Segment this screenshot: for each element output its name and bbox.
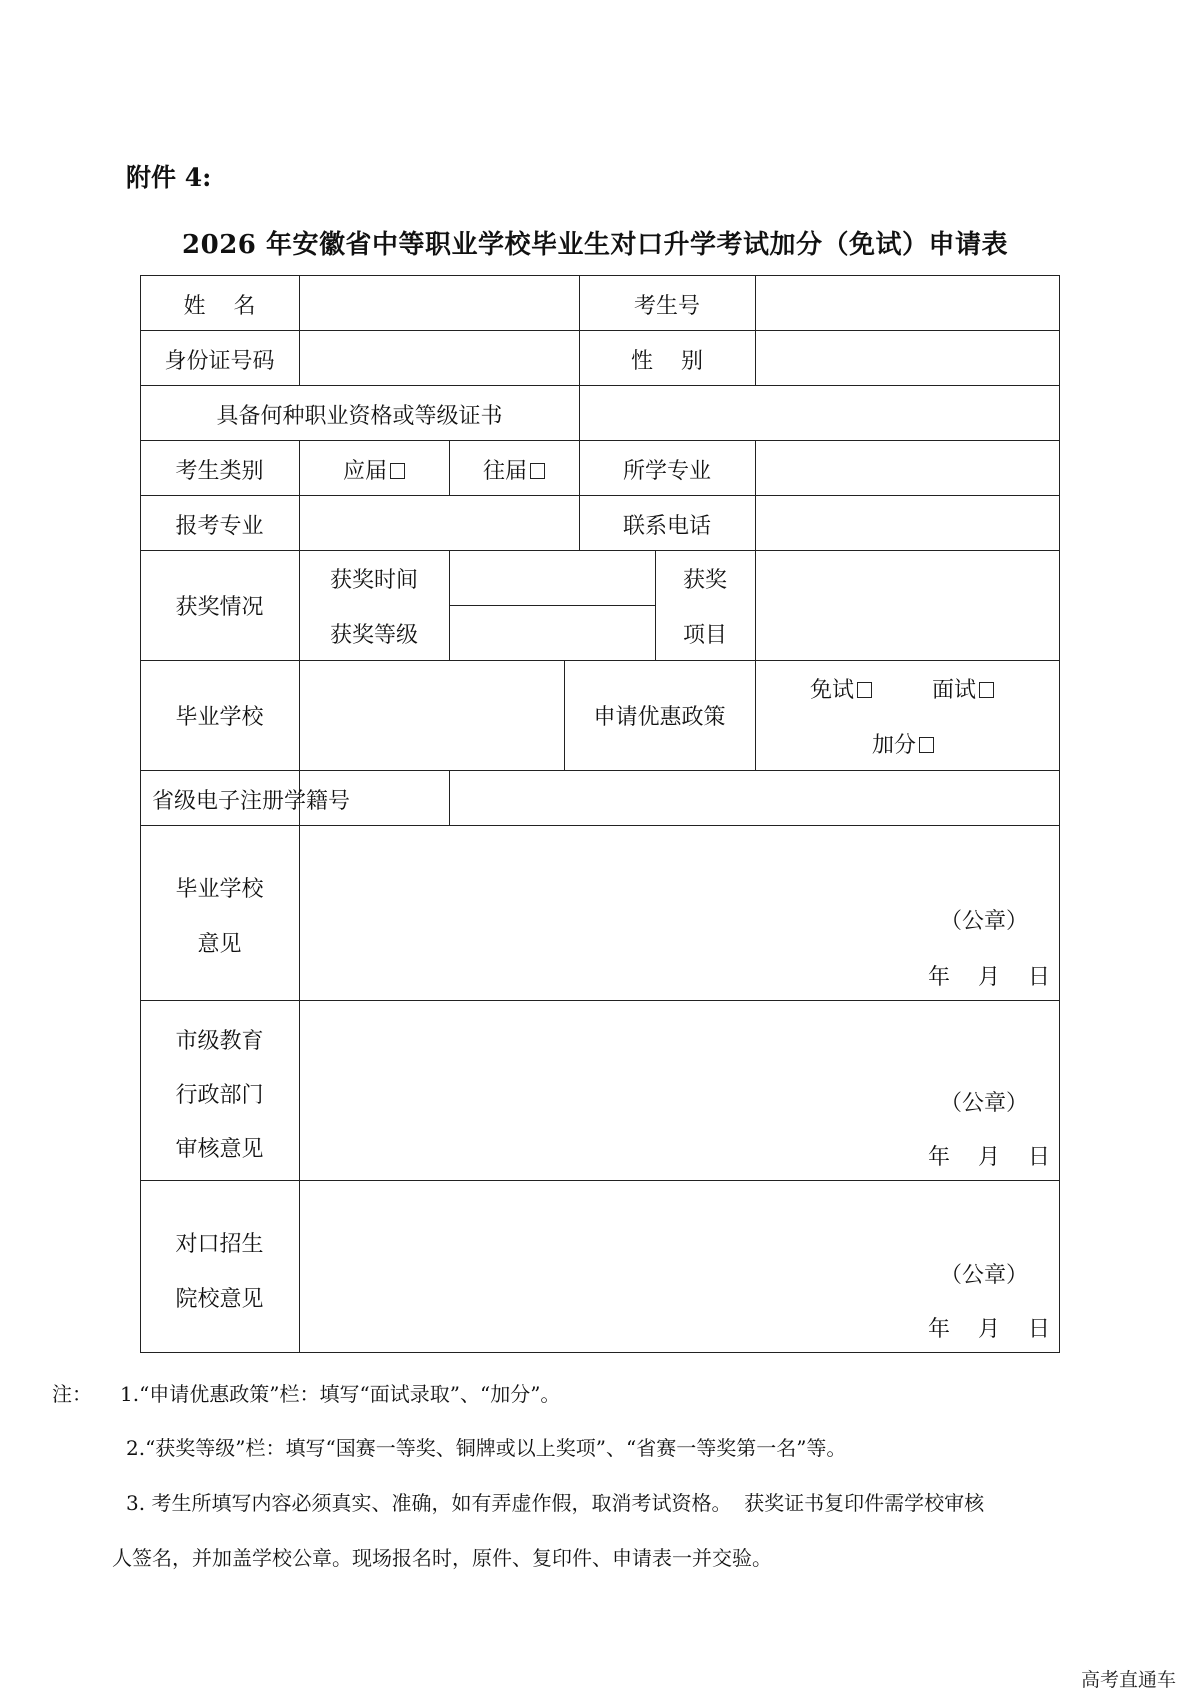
phone-label: 联系电话: [622, 514, 711, 539]
major-label: 所学专业: [622, 459, 711, 484]
note-3: 3. 考生所填写内容必须真实、准确，如有弄虚作假，取消考试资格。 获奖证书复印件需学校审核: [126, 1491, 985, 1515]
school-seal-text: （公章）: [940, 909, 1029, 934]
notes-prefix: 注：: [52, 1382, 92, 1406]
award-item-label-top: 获奖: [682, 568, 727, 593]
school-date-text: 年 月 日: [928, 965, 1050, 990]
award-time-label: 获奖时间: [329, 568, 418, 593]
city-seal-text: （公章）: [940, 1091, 1029, 1116]
city-date-text: 年 月 日: [928, 1145, 1050, 1170]
policy-interview-option[interactable]: 面试: [932, 676, 994, 706]
policy-bonus-checkbox[interactable]: [919, 737, 934, 753]
policy-bonus-option[interactable]: 加分: [872, 731, 934, 761]
note-2: 2.“获奖等级”栏：填写“国赛一等奖、铜牌或以上奖项”、“省赛一等奖第一名”等。: [126, 1436, 847, 1460]
city-opinion-label-3: 审核意见: [175, 1137, 264, 1162]
footer-brand: 高考直通车: [1080, 1669, 1176, 1691]
school-opinion-label-1: 毕业学校: [175, 877, 264, 902]
policy-exempt-option[interactable]: 免试: [810, 676, 872, 706]
exam-number-label: 考生号: [633, 294, 700, 319]
previous-graduate-option[interactable]: 往届: [449, 457, 579, 487]
gender-label: 性 别: [631, 349, 703, 374]
name-label: 姓 名: [183, 294, 256, 319]
city-opinion-label-1: 市级教育: [175, 1029, 264, 1054]
award-label: 获奖情况: [175, 595, 264, 620]
award-item-label-bottom: 项目: [682, 623, 727, 648]
attachment-label: 附件 4:: [126, 163, 212, 192]
college-opinion-label-2: 院校意见: [175, 1287, 264, 1312]
id-number-label: 身份证号码: [164, 349, 275, 374]
previous-graduate-checkbox[interactable]: [530, 463, 545, 479]
registration-number-label: 省级电子注册学籍号: [152, 789, 351, 814]
apply-major-label: 报考专业: [175, 514, 264, 539]
candidate-category-label: 考生类别: [175, 459, 264, 484]
current-graduate-checkbox[interactable]: [390, 463, 405, 479]
application-form-table: [140, 275, 1060, 1353]
note-1: 1.“申请优惠政策”栏：填写“面试录取”、“加分”。: [120, 1382, 561, 1406]
graduation-school-label: 毕业学校: [175, 705, 264, 730]
policy-exempt-checkbox[interactable]: [857, 682, 872, 698]
college-seal-text: （公章）: [940, 1263, 1029, 1288]
college-date-text: 年 月 日: [928, 1317, 1050, 1342]
note-3-continued: 人签名，并加盖学校公章。现场报名时，原件、复印件、申请表一并交验。: [112, 1546, 772, 1570]
city-opinion-label-2: 行政部门: [175, 1083, 264, 1108]
form-title: 2026 年安徽省中等职业学校毕业生对口升学考试加分（免试）申请表: [182, 230, 1008, 260]
school-opinion-label-2: 意见: [197, 932, 242, 957]
policy-label: 申请优惠政策: [593, 705, 726, 730]
policy-interview-checkbox[interactable]: [979, 682, 994, 698]
current-graduate-option[interactable]: 应届: [299, 457, 449, 487]
certificate-label: 具备何种职业资格或等级证书: [216, 404, 503, 429]
college-opinion-label-1: 对口招生: [175, 1232, 264, 1257]
award-level-label: 获奖等级: [329, 623, 418, 648]
